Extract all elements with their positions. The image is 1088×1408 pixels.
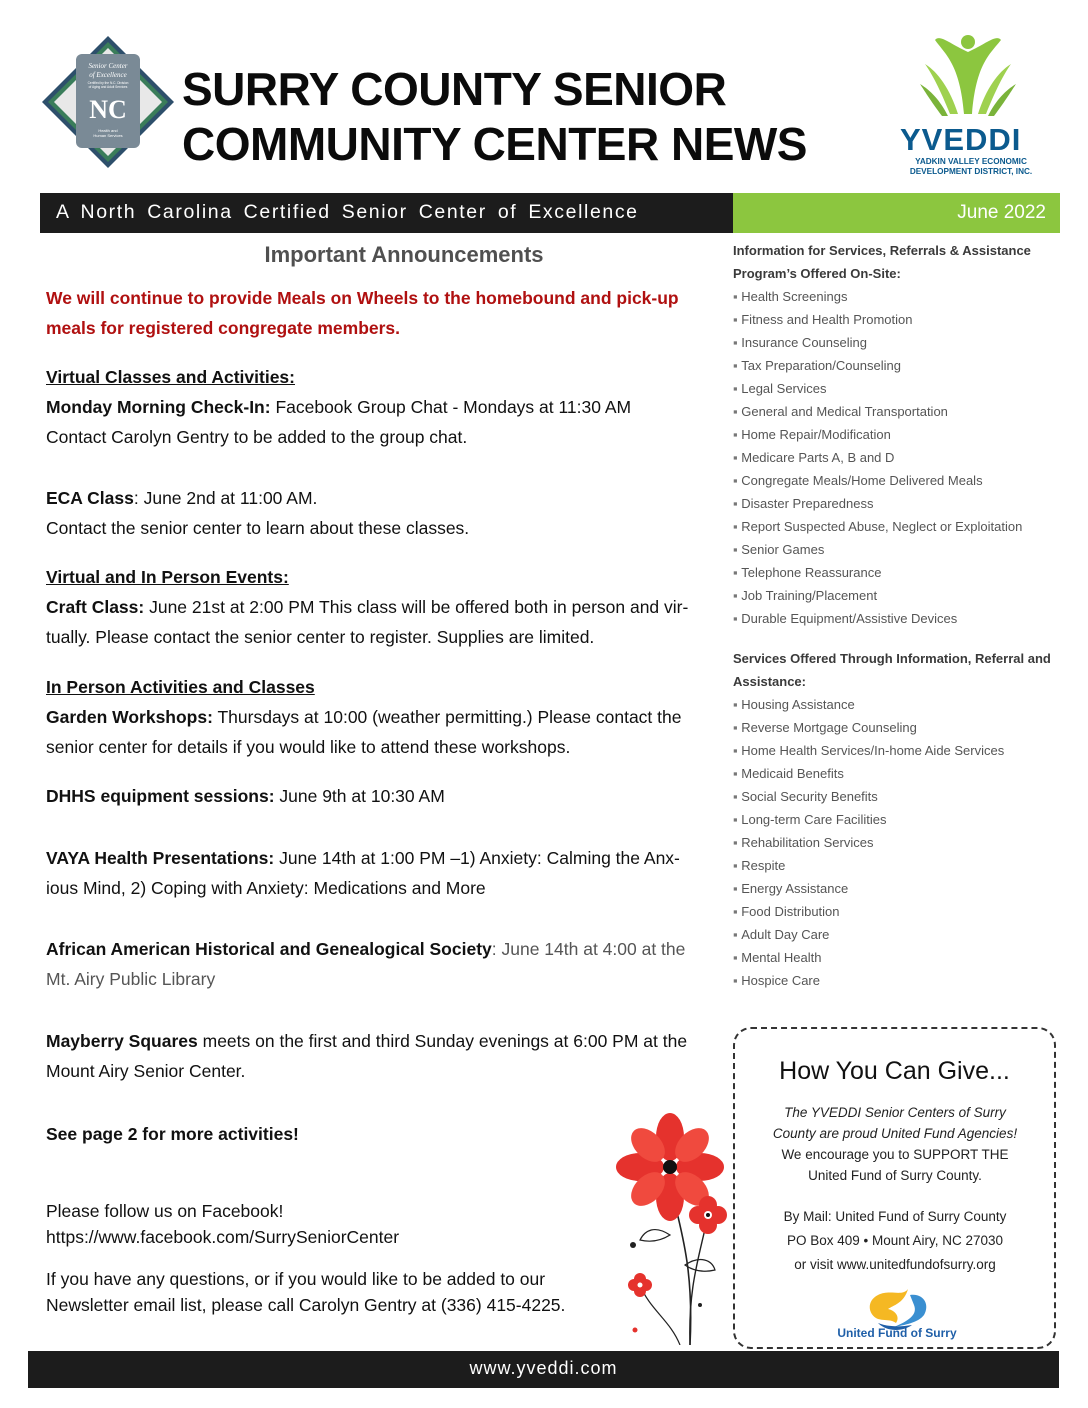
yveddi-subtitle: YADKIN VALLEY ECONOMIC DEVELOPMENT DISTRICT, INC.	[909, 157, 1033, 176]
give-agency-note	[745, 1102, 1045, 1144]
announcements-heading: Important Announcements	[264, 242, 544, 267]
referral-service-item: ▪ Adult Day Care	[733, 923, 1063, 946]
onsite-program-item: ▪ General and Medical Transportation	[733, 400, 1063, 423]
title-line-1: SURRY COUNTY SENIOR	[182, 63, 727, 115]
onsite-program-item: ▪ Home Repair/Modification	[733, 423, 1063, 446]
onsite-program-item: ▪ Insurance Counseling	[733, 331, 1063, 354]
yveddi-name: YVEDDI	[900, 122, 1022, 157]
sidebar-heading-onsite: Program’s Offered On-Site:	[733, 266, 901, 281]
sidebar-heading-info: Information for Services, Referrals & Assistance	[733, 243, 1031, 258]
craft-item	[46, 592, 696, 652]
aahgs-text: : June 14th at 4:00 at the Mt. Airy Public Library	[46, 939, 686, 989]
questions-line-2: Newsletter email list, please call Carolyn Gentry at (336) 415-4225.	[46, 1295, 566, 1315]
onsite-program-item: ▪ Legal Services	[733, 377, 1063, 400]
give-italic-1: The YVEDDI Senior Centers of Surry	[784, 1105, 1006, 1120]
facebook-link[interactable]: https://www.facebook.com/SurrySeniorCenter	[46, 1227, 400, 1247]
referral-services-list	[733, 693, 1063, 992]
eca-item	[46, 483, 696, 513]
vaya-item	[46, 843, 696, 903]
dhhs-date: June 9th at 10:30 AM	[274, 786, 445, 806]
united-fund-logo-text: United Fund of Surry	[837, 1326, 957, 1340]
svg-text:Human Services: Human Services	[93, 133, 123, 138]
onsite-program-item: ▪ Health Screenings	[733, 285, 1063, 308]
garden-text: Thursdays at 10:00 (weather permitting.) Please contact the senior center for details if you would like to attend these workshops.	[46, 707, 682, 757]
dhhs-text: equipment sessions:	[95, 786, 275, 806]
referral-service-item: ▪ Housing Assistance	[733, 693, 1063, 716]
checkin-contact: Contact Carolyn Gentry to be added to the group chat.	[46, 427, 468, 447]
referral-service-item: ▪ Respite	[733, 854, 1063, 877]
craft-label: Craft Class:	[46, 597, 145, 617]
onsite-program-item: ▪ Tax Preparation/Counseling	[733, 354, 1063, 377]
referral-service-item: ▪ Long-term Care Facilities	[733, 808, 1063, 831]
onsite-program-item: ▪ Durable Equipment/Assistive Devices	[733, 607, 1063, 630]
facebook-section	[46, 1198, 696, 1250]
svg-text:of Aging and Adult Services: of Aging and Adult Services	[88, 85, 128, 89]
issue-date: June 2022	[957, 202, 1046, 223]
mayberry-text: meets on the first and third Sunday evenings at 6:00 PM at the Mount Airy Senior Center.	[46, 1031, 688, 1081]
onsite-program-item: ▪ Report Suspected Abuse, Neglect or Exploitation	[733, 515, 1063, 538]
give-title: How You Can Give...	[779, 1057, 1010, 1085]
craft-text: June 21st at 2:00 PM This class will be offered both in person and vir-tually. Please contact the senior center to register. Supplies are limited.	[46, 597, 689, 647]
dhhs-item	[46, 781, 696, 811]
newsletter-title	[182, 62, 807, 172]
garden-item	[46, 702, 696, 762]
referral-service-item: ▪ Hospice Care	[733, 969, 1063, 992]
garden-label: Garden Workshops:	[46, 707, 213, 727]
inperson-section	[46, 672, 696, 762]
referral-service-item: ▪ Energy Assistance	[733, 877, 1063, 900]
svg-text:Certified by the N.C. Division: Certified by the N.C. Division	[87, 81, 129, 85]
services-sidebar	[733, 239, 1063, 992]
mayberry-item	[46, 1026, 696, 1086]
svg-text:Senior Center: Senior Center	[88, 62, 128, 70]
give-mail-3[interactable]: or visit www.unitedfundofsurry.org	[794, 1257, 996, 1272]
vaya-text: June 14th at 1:00 PM –1) Anxiety: Calming the Anx-ious Mind, 2) Coping with Anxiety: Medications and More	[46, 848, 680, 898]
title-line-2: COMMUNITY CENTER NEWS	[182, 118, 807, 170]
eca-contact: Contact the senior center to learn about these classes.	[46, 518, 470, 538]
onsite-program-item: ▪ Job Training/Placement	[733, 584, 1063, 607]
svg-text:NC: NC	[89, 95, 127, 124]
eca-label: ECA Class	[46, 488, 134, 508]
eca-text: : June 2nd at 11:00 AM.	[133, 488, 318, 508]
questions-line-1: If you have any questions, or if you would like to be added to our	[46, 1269, 546, 1289]
onsite-programs-list	[733, 285, 1063, 630]
referral-service-item: ▪ Food Distribution	[733, 900, 1063, 923]
referral-service-item: ▪ Home Health Services/In-home Aide Services	[733, 739, 1063, 762]
referral-service-item: ▪ Medicaid Benefits	[733, 762, 1063, 785]
aahgs-label: African American Historical and Genealogical Society	[46, 939, 492, 959]
aahgs-item	[46, 934, 696, 994]
flower-illustration	[600, 1105, 740, 1345]
give-line-3: We encourage you to SUPPORT THE	[781, 1147, 1009, 1162]
footer-url[interactable]: www.yveddi.com	[469, 1358, 618, 1378]
give-mail-2: PO Box 409 • Mount Airy, NC 27030	[786, 1233, 1004, 1248]
give-italic-2: County are proud United Fund Agencies!	[772, 1126, 1018, 1141]
give-line-4: United Fund of Surry County.	[808, 1168, 982, 1183]
onsite-program-item: ▪ Disaster Preparedness	[733, 492, 1063, 515]
referral-service-item: ▪ Social Security Benefits	[733, 785, 1063, 808]
see-page-text: See page 2 for more activities!	[46, 1124, 299, 1144]
sidebar-heading-referral: Services Offered Through Information, Referral and Assistance:	[733, 651, 1051, 689]
meals-notice: We will continue to provide Meals on Wheels to the homebound and pick-up meals for registered congregate members.	[46, 288, 679, 338]
eca-section	[46, 483, 696, 543]
virtual-heading: Virtual Classes and Activities:	[46, 367, 295, 387]
referral-service-item: ▪ Mental Health	[733, 946, 1063, 969]
checkin-label: Monday Morning Check-In:	[46, 397, 271, 417]
checkin-text: Facebook Group Chat - Mondays at 11:30 AM	[270, 397, 632, 417]
onsite-program-item: ▪ Medicare Parts A, B and D	[733, 446, 1063, 469]
facebook-line-1: Please follow us on Facebook!	[46, 1201, 284, 1221]
yveddi-logo	[880, 34, 1060, 184]
give-mail-1: By Mail: United Fund of Surry County	[783, 1209, 1007, 1224]
center-of-excellence-badge	[40, 34, 176, 170]
svg-text:of Excellence: of Excellence	[89, 71, 127, 79]
inperson-heading: In Person Activities and Classes	[46, 677, 315, 697]
onsite-program-item: ▪ Fitness and Health Promotion	[733, 308, 1063, 331]
yveddi-figure-icon	[880, 34, 1060, 124]
dhhs-label: DHHS	[46, 786, 96, 806]
virtual-inperson-heading: Virtual and In Person Events:	[46, 567, 289, 587]
virtual-inperson-section	[46, 562, 696, 652]
onsite-program-item: ▪ Telephone Reassurance	[733, 561, 1063, 584]
svg-text:Health and: Health and	[98, 128, 118, 133]
banner-text: A North Carolina Certified Senior Center of Excellence	[56, 201, 639, 223]
virtual-section	[46, 362, 696, 452]
referral-service-item: ▪ Rehabilitation Services	[733, 831, 1063, 854]
onsite-program-item: ▪ Congregate Meals/Home Delivered Meals	[733, 469, 1063, 492]
give-encourage	[745, 1144, 1045, 1186]
mayberry-label: Mayberry Squares	[46, 1031, 198, 1051]
give-mail-info	[745, 1205, 1045, 1277]
onsite-program-item: ▪ Senior Games	[733, 538, 1063, 561]
checkin-item	[46, 392, 696, 422]
vaya-label: VAYA Health Presentations:	[46, 848, 275, 868]
questions-section	[46, 1266, 696, 1318]
referral-service-item: ▪ Reverse Mortgage Counseling	[733, 716, 1063, 739]
see-page-note	[46, 1119, 696, 1149]
